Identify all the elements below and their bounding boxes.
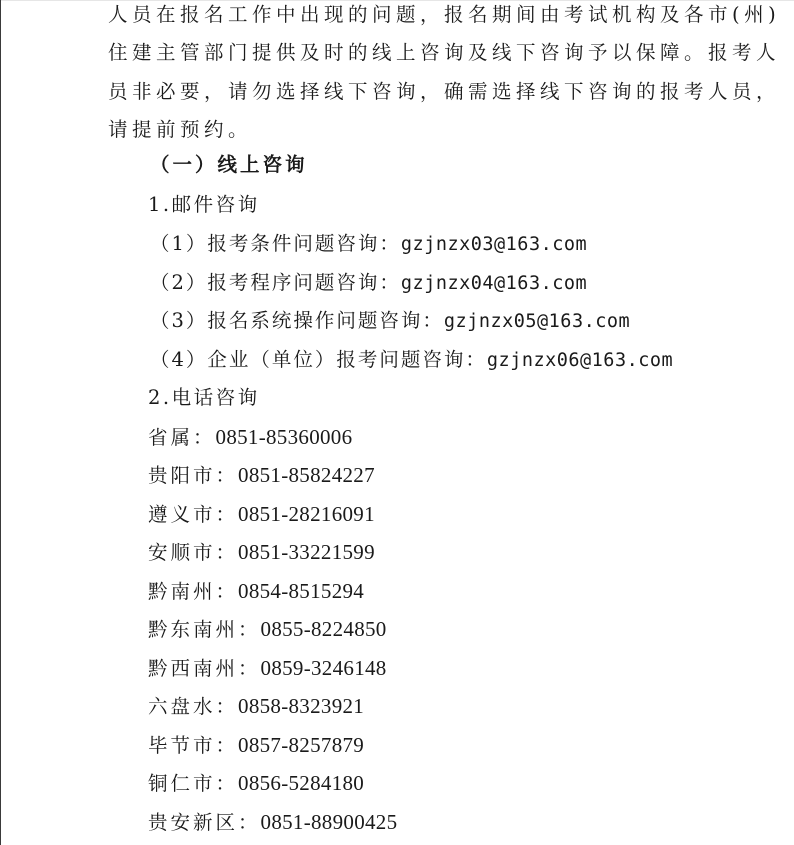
phone-number: 0851-28216091 <box>238 502 375 526</box>
phone-section-title: 2.电话咨询 <box>148 386 260 409</box>
paragraph-line-1: 人员在报名工作中出现的问题，报名期间由考试机构及各市(州) <box>108 3 781 26</box>
email-address[interactable]: gzjnzx03@163.com <box>400 234 588 255</box>
email-item-4 <box>150 345 673 375</box>
phone-number: 0851-88900425 <box>260 810 398 834</box>
phone-number: 0854-8515294 <box>238 579 365 603</box>
phone-region-label: 贵安新区： <box>148 811 261 834</box>
phone-item-guian <box>148 807 397 837</box>
phone-item-provincial <box>148 422 352 452</box>
phone-number: 0851-33221599 <box>238 540 375 564</box>
email-item-label: （2）报考程序问题咨询： <box>150 271 401 294</box>
paragraph-line-4: 请提前预约。 <box>108 118 253 141</box>
phone-number: 0851-85824227 <box>238 463 375 487</box>
email-item-1 <box>150 229 587 259</box>
phone-region-label: 安顺市： <box>148 541 239 564</box>
phone-item-qiandongnan <box>148 614 387 644</box>
phone-number: 0859-3246148 <box>260 656 387 680</box>
phone-item-zunyi <box>148 499 375 529</box>
phone-item-anshun <box>148 537 375 567</box>
email-address[interactable]: gzjnzx06@163.com <box>486 350 674 371</box>
phone-region-label: 黔东南州： <box>148 618 261 641</box>
phone-region-label: 毕节市： <box>148 734 239 757</box>
phone-item-bijie <box>148 730 364 760</box>
phone-region-label: 黔南州： <box>148 580 239 603</box>
email-section-title: 1.邮件咨询 <box>148 193 260 216</box>
phone-item-guiyang <box>148 460 375 490</box>
email-item-label: （1）报考条件问题咨询： <box>150 232 401 255</box>
paragraph-line-2: 住建主管部门提供及时的线上咨询及线下咨询予以保障。报考人 <box>108 41 781 64</box>
phone-region-label: 贵阳市： <box>148 464 239 487</box>
email-address[interactable]: gzjnzx05@163.com <box>443 311 631 332</box>
email-item-label: （3）报名系统操作问题咨询： <box>150 309 444 332</box>
phone-region-label: 黔西南州： <box>148 657 261 680</box>
email-item-label: （4）企业（单位）报考问题咨询： <box>150 348 487 371</box>
email-item-3 <box>150 306 630 336</box>
phone-number: 0856-5284180 <box>238 771 365 795</box>
phone-item-qiannan <box>148 576 364 606</box>
phone-number: 0855-8224850 <box>260 617 387 641</box>
phone-item-qianxinan <box>148 653 387 683</box>
phone-region-label: 铜仁市： <box>148 772 239 795</box>
phone-item-liupanshui <box>148 691 364 721</box>
phone-number: 0857-8257879 <box>238 733 365 757</box>
phone-region-label: 六盘水： <box>148 695 239 718</box>
phone-item-tongren <box>148 768 364 798</box>
section-heading-online: （一）线上咨询 <box>150 153 308 176</box>
paragraph-line-3: 员非必要，请勿选择线下咨询，确需选择线下咨询的报考人员， <box>108 80 781 103</box>
phone-number: 0858-8323921 <box>238 694 365 718</box>
email-item-2 <box>150 268 587 298</box>
phone-number: 0851-85360006 <box>215 425 353 449</box>
phone-region-label: 遵义市： <box>148 503 239 526</box>
email-address[interactable]: gzjnzx04@163.com <box>400 273 588 294</box>
phone-region-label: 省属： <box>148 426 216 449</box>
